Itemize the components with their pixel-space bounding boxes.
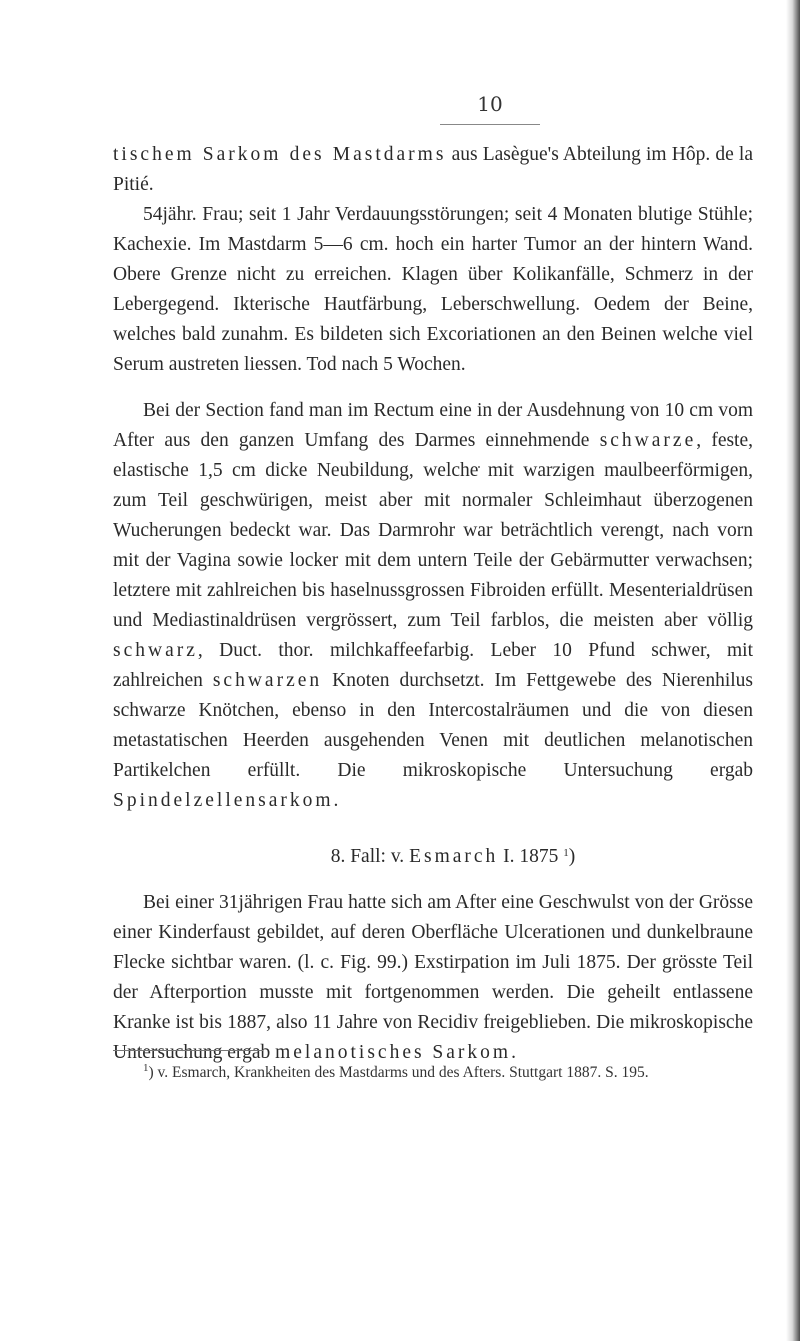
text-run: , Duct. thor. milchkaffeefarbig. Leber 10 Pfund schwer, mit zahlreichen <box>113 640 753 691</box>
paragraph-continuation <box>113 140 753 200</box>
text-run: 8. Fall: v. <box>330 846 410 867</box>
spaced-emphasis: Esmarch <box>409 846 499 867</box>
page-edge-shadow <box>786 0 800 1341</box>
spaced-emphasis: melanotisches Sarkom <box>275 1042 512 1063</box>
text-run: , feste, elastische 1,5 cm dicke Neubildung, welche mit warzigen maulbeerförmigen, zum Teil geschwürigen, meist aber mit normaler Schleimhaut überzogenen Wucherungen bedeckt war. Das Darmrohr war beträchtlich verengt, nach vorn mit der Vagina sowie locker mit dem untern Teile der Gebärmutter verwachsen; letztere mit zahlreichen bis haselnussgrossen Fibroiden erfüllt. Mesenterialdrüsen und Mediastinaldrüsen vergrössert, zum Teil farblos, die meisten aber völlig <box>113 430 754 631</box>
text-run: aus Lasègue's Abteilung im Hôp. de la Pitié. <box>113 144 753 195</box>
spaced-emphasis: schwarze <box>599 430 697 451</box>
paragraph-section-findings <box>113 396 753 816</box>
spaced-emphasis: schwarzen <box>212 670 323 691</box>
text-run: . <box>333 790 339 811</box>
case-heading <box>113 838 753 872</box>
footnote-marker: 1 <box>143 1062 149 1074</box>
text-run: Bei der Section fand man im Rectum eine in der Ausdehnung von 10 cm vom After aus den ganzen Umfang des Darmes einnehmende <box>113 400 753 451</box>
footnote <box>113 1058 753 1083</box>
footnote-rule <box>113 1050 263 1051</box>
spaced-emphasis: tischem Sarkom des Mastdarms <box>113 144 447 165</box>
paragraph-case-history <box>113 200 753 380</box>
header-rule <box>440 124 540 125</box>
text-run: . <box>511 1042 516 1063</box>
text-run: Bei einer 31jährigen Frau hatte sich am After eine Geschwulst von der Grösse einer Kinderfaust gebildet, auf deren Oberfläche Ulcerationen und dunkelbraune Flecke sichtbar waren. (l. c. Fig. 99.) Exstirpation im Juli 1875. Der grösste Teil der Afterportion musste mit fortgenommen werden. Die geheilt entlassene Kranke ist bis 1887, also 11 Jahre von Recidiv freigeblieben. Die mikroskopische Untersuchung ergab <box>113 892 753 1063</box>
text-run: Knoten durchsetzt. Im Fettgewebe des Nierenhilus schwarze Knötchen, ebenso in den Intercostalräumen und die von diesen metastatischen Heerden ausgehenden Venen mit deutlichen melanotischen Partikelchen erfüllt. Die mikroskopische Untersuchung ergab <box>113 670 753 781</box>
paragraph-case-8 <box>113 888 753 1068</box>
page-number: 10 <box>477 92 503 116</box>
body-text <box>113 140 753 1068</box>
text-run: 54jähr. Frau; seit 1 Jahr Verdauungsstörungen; seit 4 Monaten blutige Stühle; Kachexie. Im Mastdarm 5—6 cm. hoch ein harter Tumor an der hintern Wand. Obere Grenze nicht zu erreichen. Klagen über Kolikanfälle, Schmerz in der Lebergegend. Ikterische Hautfärbung, Leberschwellung. Oedem der Beine, welches bald zunahm. Es bildeten sich Excoriationen an den Beinen welche viel Serum austreten liessen. Tod nach 5 Wochen. <box>113 204 753 375</box>
text-run: I. 1875 <box>498 846 564 867</box>
text-run: ) <box>568 846 576 867</box>
spaced-emphasis: Spindelzellensarkom <box>113 790 334 811</box>
footnote-text: ) v. Esmarch, Krankheiten des Mastdarms und des Afters. Stuttgart 1887. S. 195. <box>148 1064 649 1081</box>
spaced-emphasis: schwarz <box>113 640 198 661</box>
footnote-ref: 1 <box>563 847 569 859</box>
